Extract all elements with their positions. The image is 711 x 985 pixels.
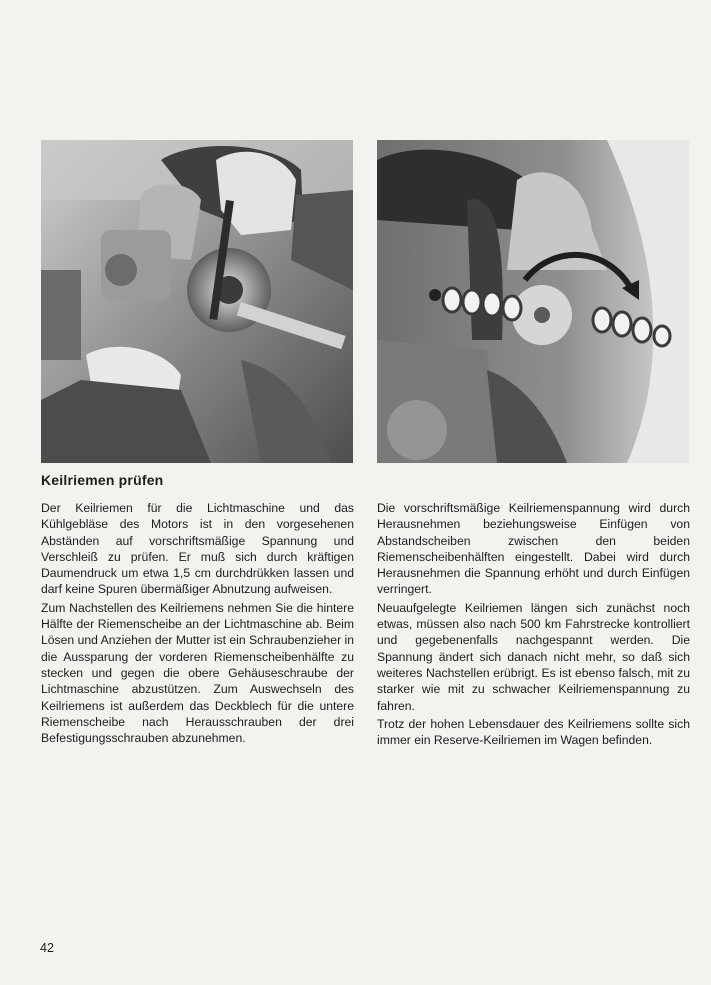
engine-photo-left	[41, 140, 353, 463]
engine-photo-right	[377, 140, 689, 463]
paragraph: Der Keilriemen für die Lichtmaschine und das Kühlgebläse des Motors ist in den vorgesehenen Abständen auf vorschriftsmäßige Spannung und Verschleiß zu prüfen. Er muß sich durch kräftigen Daumendruck um etwa 1,5 cm durchdrükken lassen und darf keine Spuren übermäßiger Abnutzung aufweisen.	[41, 501, 354, 597]
paragraph: Neuaufgelegte Keilriemen längen sich zunächst noch etwas, müssen also nach 500 km Fahrstrecke kontrolliert und gegebenenfalls nachgespannt werden. Die Spannung ändert sich danach nicht mehr, so daß sich weiteres Nachstellen erübrigt. Es ist ebenso falsch, mit zu starker wie mit zu schwacher Keilriemenspannung zu fahren.	[377, 600, 690, 713]
section-heading: Keilriemen prüfen	[41, 472, 164, 488]
text-column-right	[377, 500, 690, 750]
page-number: 42	[40, 941, 54, 955]
paragraph: Trotz der hohen Lebensdauer des Keilriemens sollte sich immer ein Reserve-Keilriemen im Wagen befinden.	[377, 716, 690, 748]
paragraph: Zum Nachstellen des Keilriemens nehmen Sie die hintere Hälfte der Riemenscheibe an der Lichtmaschine ab. Beim Lösen und Anziehen der Mutter ist ein Schraubenzieher in die Aussparung der vorderen Riemenscheibenhälfte zu stecken und gegen die obere Gehäuseschraube der Lichtmaschine abzustützen. Zum Auswechseln des Keilriemens ist außerdem das Deckblech für die untere Riemenscheibe nach Herausschrauben der drei Befestigungsschrauben abzunehmen.	[41, 600, 355, 746]
paragraph: Die vorschriftsmäßige Keilriemenspannung wird durch Herausnehmen beziehungsweise Einfügen von Abstandscheiben zwischen den beiden Riemenscheibenhälften eingestellt. Dabei wird durch Herausnehmen die Spannung erhöht und durch Einfügen verringert.	[377, 501, 690, 597]
text-column-left	[41, 500, 354, 748]
